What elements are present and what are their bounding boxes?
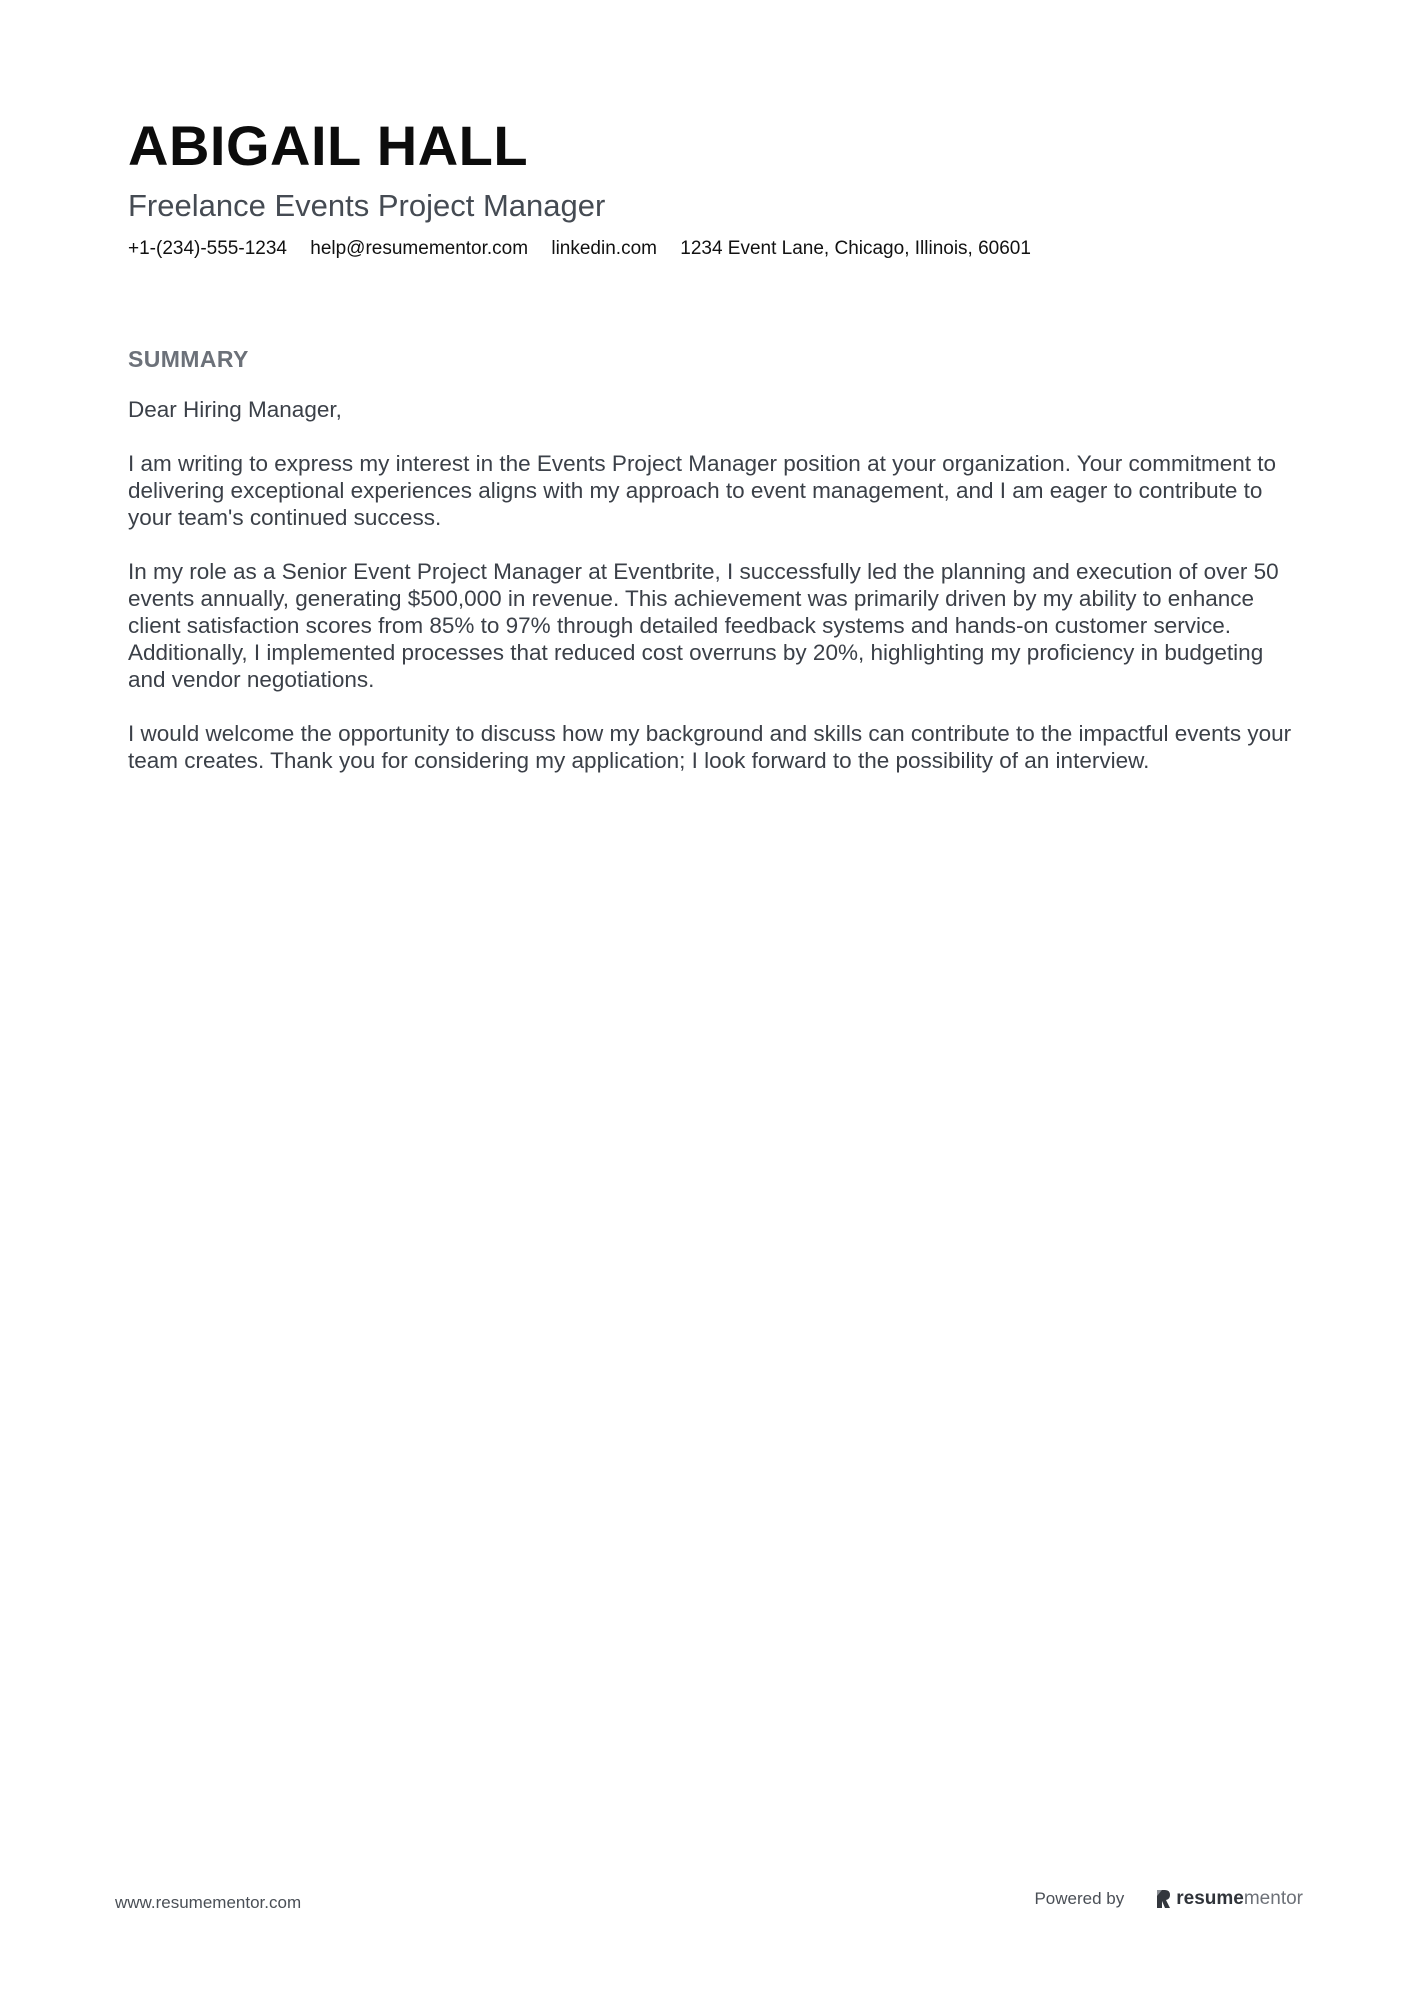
- letter-paragraph-2: In my role as a Senior Event Project Manager at Eventbrite, I successfully led the planning and execution of over 50 events annually, generating $500,000 in revenue. This achievement was primarily driven by my ability to enhance client satisfaction scores from 85% to 97% through detailed feedback systems and hands-on customer service. Additionally, I implemented processes that reduced cost overruns by 20%, highlighting my proficiency in budgeting and vendor negotiations.: [128, 559, 1279, 692]
- resumementor-logo-icon: [1154, 1888, 1172, 1910]
- phone-number: +1-(234)-555-1234: [128, 238, 287, 259]
- brand-name-light: mentor: [1243, 1888, 1303, 1909]
- letter-paragraph-1: I am writing to express my interest in the Events Project Manager position at your organization. Your commitment to delivering exceptional experiences aligns with my approach to event management, and I am eager to contribute to your team's continued success.: [128, 451, 1277, 530]
- linkedin-link[interactable]: linkedin.com: [551, 238, 657, 259]
- candidate-name: ABIGAIL HALL: [128, 114, 529, 177]
- brand-name-strong: resume: [1176, 1888, 1244, 1909]
- contact-line: [128, 236, 1288, 262]
- summary-section: [128, 344, 1293, 801]
- postal-address: 1234 Event Lane, Chicago, Illinois, 60601: [680, 238, 1031, 259]
- footer-branding: [1034, 1888, 1303, 1910]
- footer-website[interactable]: www.resumementor.com: [115, 1893, 302, 1912]
- job-title: Freelance Events Project Manager: [128, 188, 606, 223]
- powered-by-label: Powered by: [1034, 1889, 1125, 1908]
- section-title-summary: SUMMARY: [128, 346, 249, 372]
- letter-paragraph-3: I would welcome the opportunity to discuss how my background and skills can contribute to the impactful events your team creates. Thank you for considering my application; I look forward to the possibility of an interview.: [128, 721, 1292, 773]
- email-address[interactable]: help@resumementor.com: [310, 238, 529, 259]
- letter-greeting: Dear Hiring Manager,: [128, 397, 342, 422]
- header: [128, 112, 1288, 262]
